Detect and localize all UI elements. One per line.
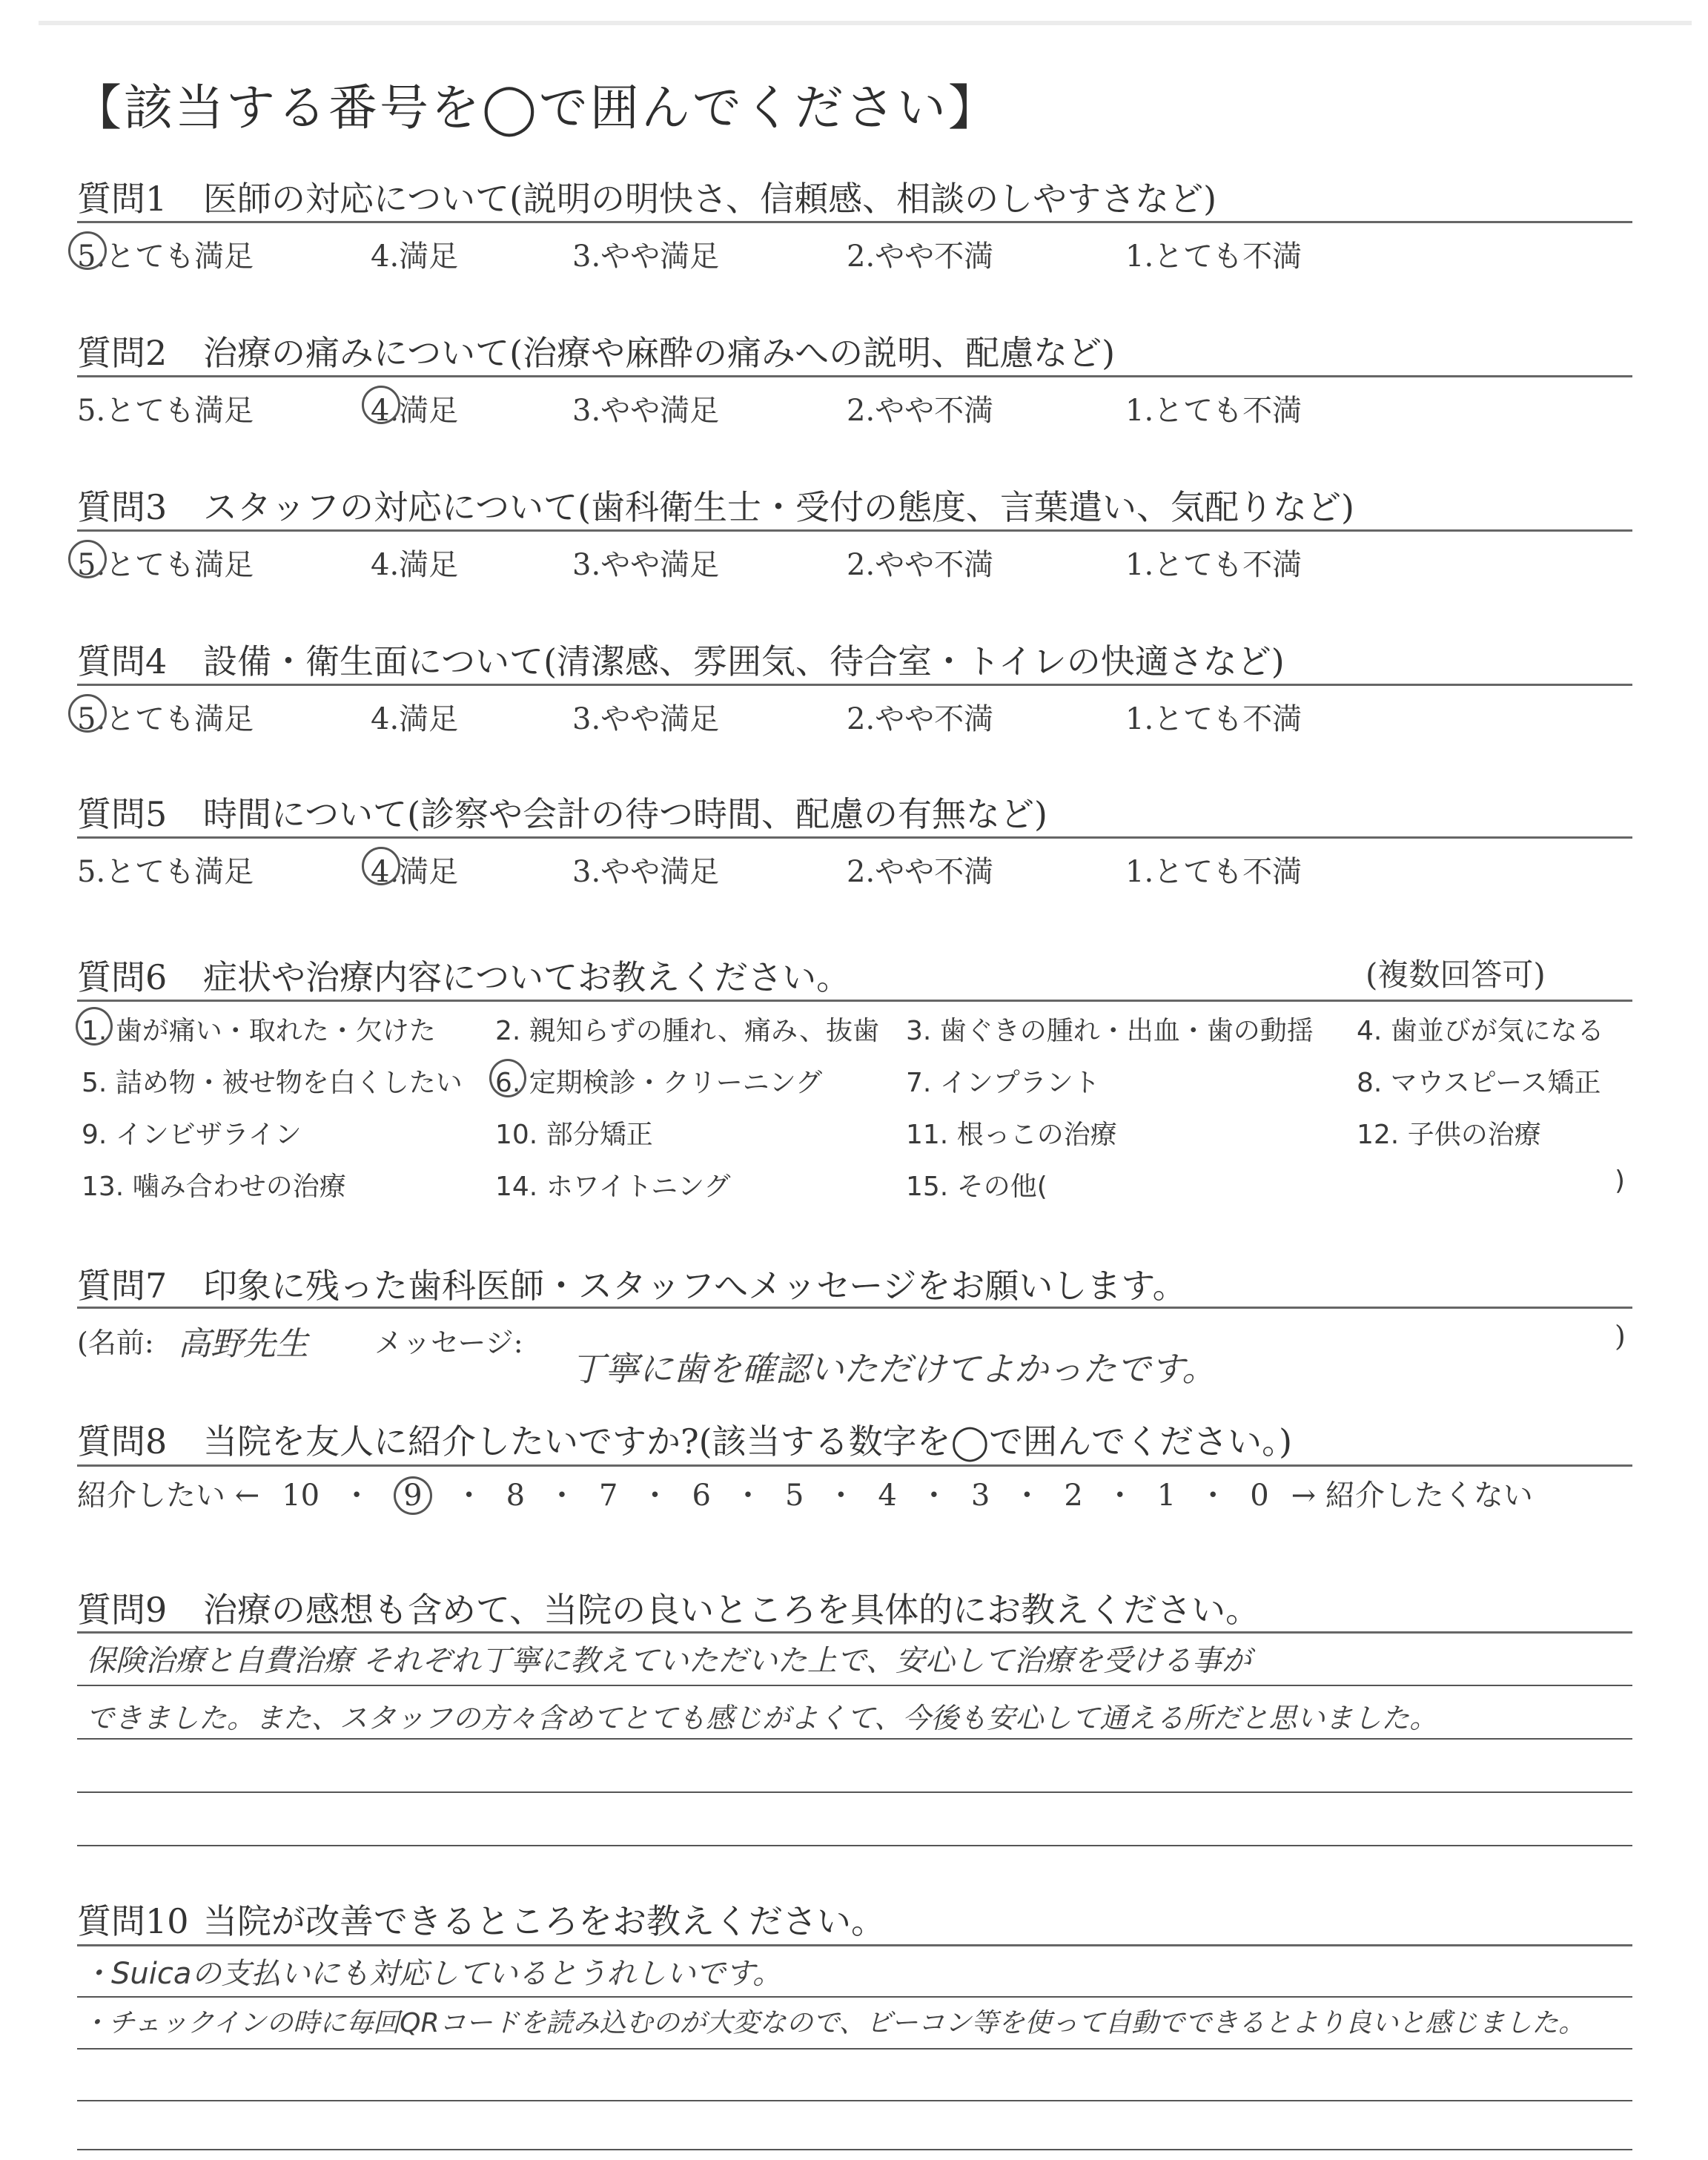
q8-value-4[interactable]: 4 <box>878 1479 897 1513</box>
q6-item-11[interactable]: 11. 根っこの治療 <box>906 1120 1117 1150</box>
q3-text: スタッフの対応について(歯科衛生士・受付の態度、言葉遣い、気配りなど) <box>203 487 1354 527</box>
q3-option-5[interactable]: 5.とても満足 <box>77 548 254 582</box>
q6-item-6[interactable]: 6. 定期検診・クリーニング <box>495 1068 823 1098</box>
q9-answer-line-2: できました。また、スタッフの方々含めてとても感じがよくて、今後も安心して通える所だと思いました。 <box>86 1702 1438 1734</box>
q8-separator: ・ <box>342 1479 372 1513</box>
q8-separator: ・ <box>547 1479 577 1513</box>
q2-underline <box>77 375 1632 377</box>
q8-separator: ・ <box>732 1479 763 1513</box>
q8-value-5[interactable]: 5 <box>784 1479 804 1513</box>
q8-separator: ・ <box>1012 1479 1042 1513</box>
q5-option-5[interactable]: 5.とても満足 <box>77 855 254 889</box>
q8-left-label: 紹介したい ← <box>77 1479 260 1513</box>
q9-underline <box>77 1631 1632 1634</box>
q3-option-4[interactable]: 4.満足 <box>371 548 459 582</box>
q1-option-4[interactable]: 4.満足 <box>371 240 459 274</box>
q10-writing-line <box>77 1996 1632 1998</box>
q8-separator: ・ <box>918 1479 949 1513</box>
q8-value-1[interactable]: 1 <box>1156 1479 1176 1513</box>
q7-underline <box>77 1307 1632 1309</box>
q6-item-3[interactable]: 3. 歯ぐきの腫れ・出血・歯の動揺 <box>906 1016 1314 1046</box>
q8-value-3[interactable]: 3 <box>970 1479 990 1513</box>
q8-text: 当院を友人に紹介したいですか?(該当する数字を◯で囲んでください。) <box>203 1421 1293 1462</box>
q9-writing-line <box>77 1791 1632 1793</box>
q8-scale <box>77 1472 1533 1515</box>
q2-option-5[interactable]: 5.とても満足 <box>77 394 254 428</box>
q2-number: 質問2 <box>77 333 168 373</box>
q6-item-15[interactable]: 15. その他( <box>906 1172 1047 1202</box>
q8-value-7[interactable]: 7 <box>599 1479 618 1513</box>
q8-heading <box>77 1415 1292 1464</box>
q5-underline <box>77 836 1632 839</box>
q10-answer-line-2: ・チェックインの時に毎回QRコードを読み込むのが大変なので、ビーコン等を使って自動でできるとより良いと感じました。 <box>82 2008 1586 2038</box>
q8-separator: ・ <box>1105 1479 1135 1513</box>
q7-number: 質問7 <box>77 1266 168 1306</box>
q7-name-value: 高野先生 <box>178 1325 308 1363</box>
q8-number: 質問8 <box>77 1421 168 1462</box>
q4-number: 質問4 <box>77 641 168 681</box>
q3-option-1[interactable]: 1.とても不満 <box>1125 548 1302 582</box>
q1-option-3[interactable]: 3.やや満足 <box>572 240 720 274</box>
q6-item-12[interactable]: 12. 子供の治療 <box>1357 1120 1541 1150</box>
q2-heading <box>77 326 1115 375</box>
q10-heading <box>77 1895 885 1943</box>
q4-option-3[interactable]: 3.やや満足 <box>572 702 720 736</box>
q8-value-9[interactable]: 9 <box>394 1476 431 1515</box>
q6-item-8[interactable]: 8. マウスピース矯正 <box>1357 1068 1601 1098</box>
q2-selection-circle <box>362 386 400 424</box>
q6-text: 症状や治療内容についてお教えください。 <box>203 957 851 997</box>
q3-selection-circle <box>68 540 107 578</box>
q9-writing-line <box>77 1845 1632 1846</box>
q1-option-1[interactable]: 1.とても不満 <box>1125 240 1302 274</box>
q5-option-1[interactable]: 1.とても不満 <box>1125 855 1302 889</box>
q6-item-2[interactable]: 2. 親知らずの腫れ、痛み、抜歯 <box>495 1016 880 1046</box>
q5-number: 質問5 <box>77 794 168 834</box>
page-title: 【該当する番号を◯で囲んでください】 <box>73 79 999 136</box>
q3-option-3[interactable]: 3.やや満足 <box>572 548 720 582</box>
q1-option-2[interactable]: 2.やや不満 <box>847 240 994 274</box>
q6-number: 質問6 <box>77 957 168 997</box>
q4-text: 設備・衛生面について(清潔感、雰囲気、待合室・トイレの快適さなど) <box>203 641 1285 681</box>
q8-right-label: → 紹介したくない <box>1291 1479 1533 1513</box>
q2-option-2[interactable]: 2.やや不満 <box>847 394 994 428</box>
q7-text: 印象に残った歯科医師・スタッフへメッセージをお願いします。 <box>203 1266 1187 1306</box>
q8-separator: ・ <box>640 1479 670 1513</box>
q8-value-0[interactable]: 0 <box>1250 1479 1269 1513</box>
q6-item-1[interactable]: 1. 歯が痛い・取れた・欠けた <box>82 1016 436 1046</box>
q1-heading <box>77 172 1217 221</box>
q3-number: 質問3 <box>77 487 168 527</box>
q1-option-5[interactable]: 5.とても満足 <box>77 240 254 274</box>
q6-note: (複数回答可) <box>1366 957 1546 993</box>
q8-underline <box>77 1464 1632 1467</box>
q5-option-3[interactable]: 3.やや満足 <box>572 855 720 889</box>
q6-selection-circle <box>489 1059 526 1097</box>
q8-value-8[interactable]: 8 <box>506 1479 526 1513</box>
q9-text: 治療の感想も含めて、当院の良いところを具体的にお教えください。 <box>203 1590 1260 1630</box>
q7-heading <box>77 1259 1187 1308</box>
q4-underline <box>77 684 1632 686</box>
q6-item-9[interactable]: 9. インビザライン <box>82 1120 302 1150</box>
q6-item-10[interactable]: 10. 部分矯正 <box>495 1120 653 1150</box>
q3-underline <box>77 529 1632 532</box>
q10-writing-line <box>77 2100 1632 2101</box>
q6-selection-circle <box>76 1007 113 1046</box>
q5-option-2[interactable]: 2.やや不満 <box>847 855 994 889</box>
q10-writing-line <box>77 2149 1632 2150</box>
q8-separator: ・ <box>1198 1479 1228 1513</box>
q1-selection-circle <box>68 231 107 270</box>
q2-option-3[interactable]: 3.やや満足 <box>572 394 720 428</box>
q4-option-4[interactable]: 4.満足 <box>371 702 459 736</box>
q9-number: 質問9 <box>77 1590 168 1630</box>
q3-heading <box>77 480 1354 529</box>
q5-heading <box>77 787 1047 836</box>
q8-separator: ・ <box>826 1479 856 1513</box>
q9-heading <box>77 1583 1260 1632</box>
q7-message-value: 丁寧に歯を確認いただけてよかったです。 <box>571 1349 1217 1389</box>
q6-heading <box>77 951 850 1000</box>
q2-option-4[interactable]: 4.満足 <box>371 394 459 428</box>
q2-text: 治療の痛みについて(治療や麻酔の痛みへの説明、配慮など) <box>203 333 1116 373</box>
q4-heading <box>77 635 1285 684</box>
q4-option-5[interactable]: 5.とても満足 <box>77 702 254 736</box>
q8-value-2[interactable]: 2 <box>1064 1479 1083 1513</box>
q9-answer-line-1: 保険治療と自費治療 それぞれ丁寧に教えていただいた上で、安心して治療を受ける事が <box>86 1644 1251 1678</box>
q6-item-5[interactable]: 5. 詰め物・被せ物を白くしたい <box>82 1068 463 1098</box>
q5-text: 時間について(診察や会計の待つ時間、配慮の有無など) <box>203 794 1047 834</box>
q6-item-14[interactable]: 14. ホワイトニング <box>495 1172 731 1202</box>
q1-text: 医師の対応について(説明の明快さ、信頼感、相談のしやすさなど) <box>203 179 1217 219</box>
q4-selection-circle <box>68 694 107 733</box>
q10-writing-line <box>77 2048 1632 2050</box>
q8-value-10[interactable]: 10 <box>282 1479 320 1513</box>
q6-other-close-paren: ) <box>1615 1166 1626 1196</box>
q7-message-label: メッセージ: <box>374 1327 523 1359</box>
q3-option-2[interactable]: 2.やや不満 <box>847 548 994 582</box>
q6-item-7[interactable]: 7. インプラント <box>906 1068 1100 1098</box>
q1-number: 質問1 <box>77 179 168 219</box>
q6-underline <box>77 1000 1632 1002</box>
q8-separator: ・ <box>454 1479 484 1513</box>
q7-name-label: (名前: <box>77 1327 154 1359</box>
q8-values <box>259 1472 1291 1515</box>
q9-writing-line <box>77 1738 1632 1740</box>
q7-close-paren: ) <box>1615 1320 1626 1353</box>
q6-item-13[interactable]: 13. 噛み合わせの治療 <box>82 1172 346 1202</box>
q10-number: 質問10 <box>77 1901 189 1941</box>
q8-value-6[interactable]: 6 <box>692 1479 711 1513</box>
q4-option-1[interactable]: 1.とても不満 <box>1125 702 1302 736</box>
q1-underline <box>77 221 1632 223</box>
q4-option-2[interactable]: 2.やや不満 <box>847 702 994 736</box>
q9-writing-line <box>77 1685 1632 1686</box>
q5-selection-circle <box>362 847 400 885</box>
top-rule <box>39 21 1692 25</box>
q10-underline <box>77 1944 1632 1946</box>
q10-text: 当院が改善できるところをお教えください。 <box>203 1901 885 1941</box>
q5-option-4[interactable]: 4.満足 <box>371 855 459 889</box>
q6-item-4[interactable]: 4. 歯並びが気になる <box>1357 1016 1604 1046</box>
q2-option-1[interactable]: 1.とても不満 <box>1125 394 1302 428</box>
q10-answer-line-1: ・Suicaの支払いにも対応しているとうれしいです。 <box>82 1957 783 1991</box>
